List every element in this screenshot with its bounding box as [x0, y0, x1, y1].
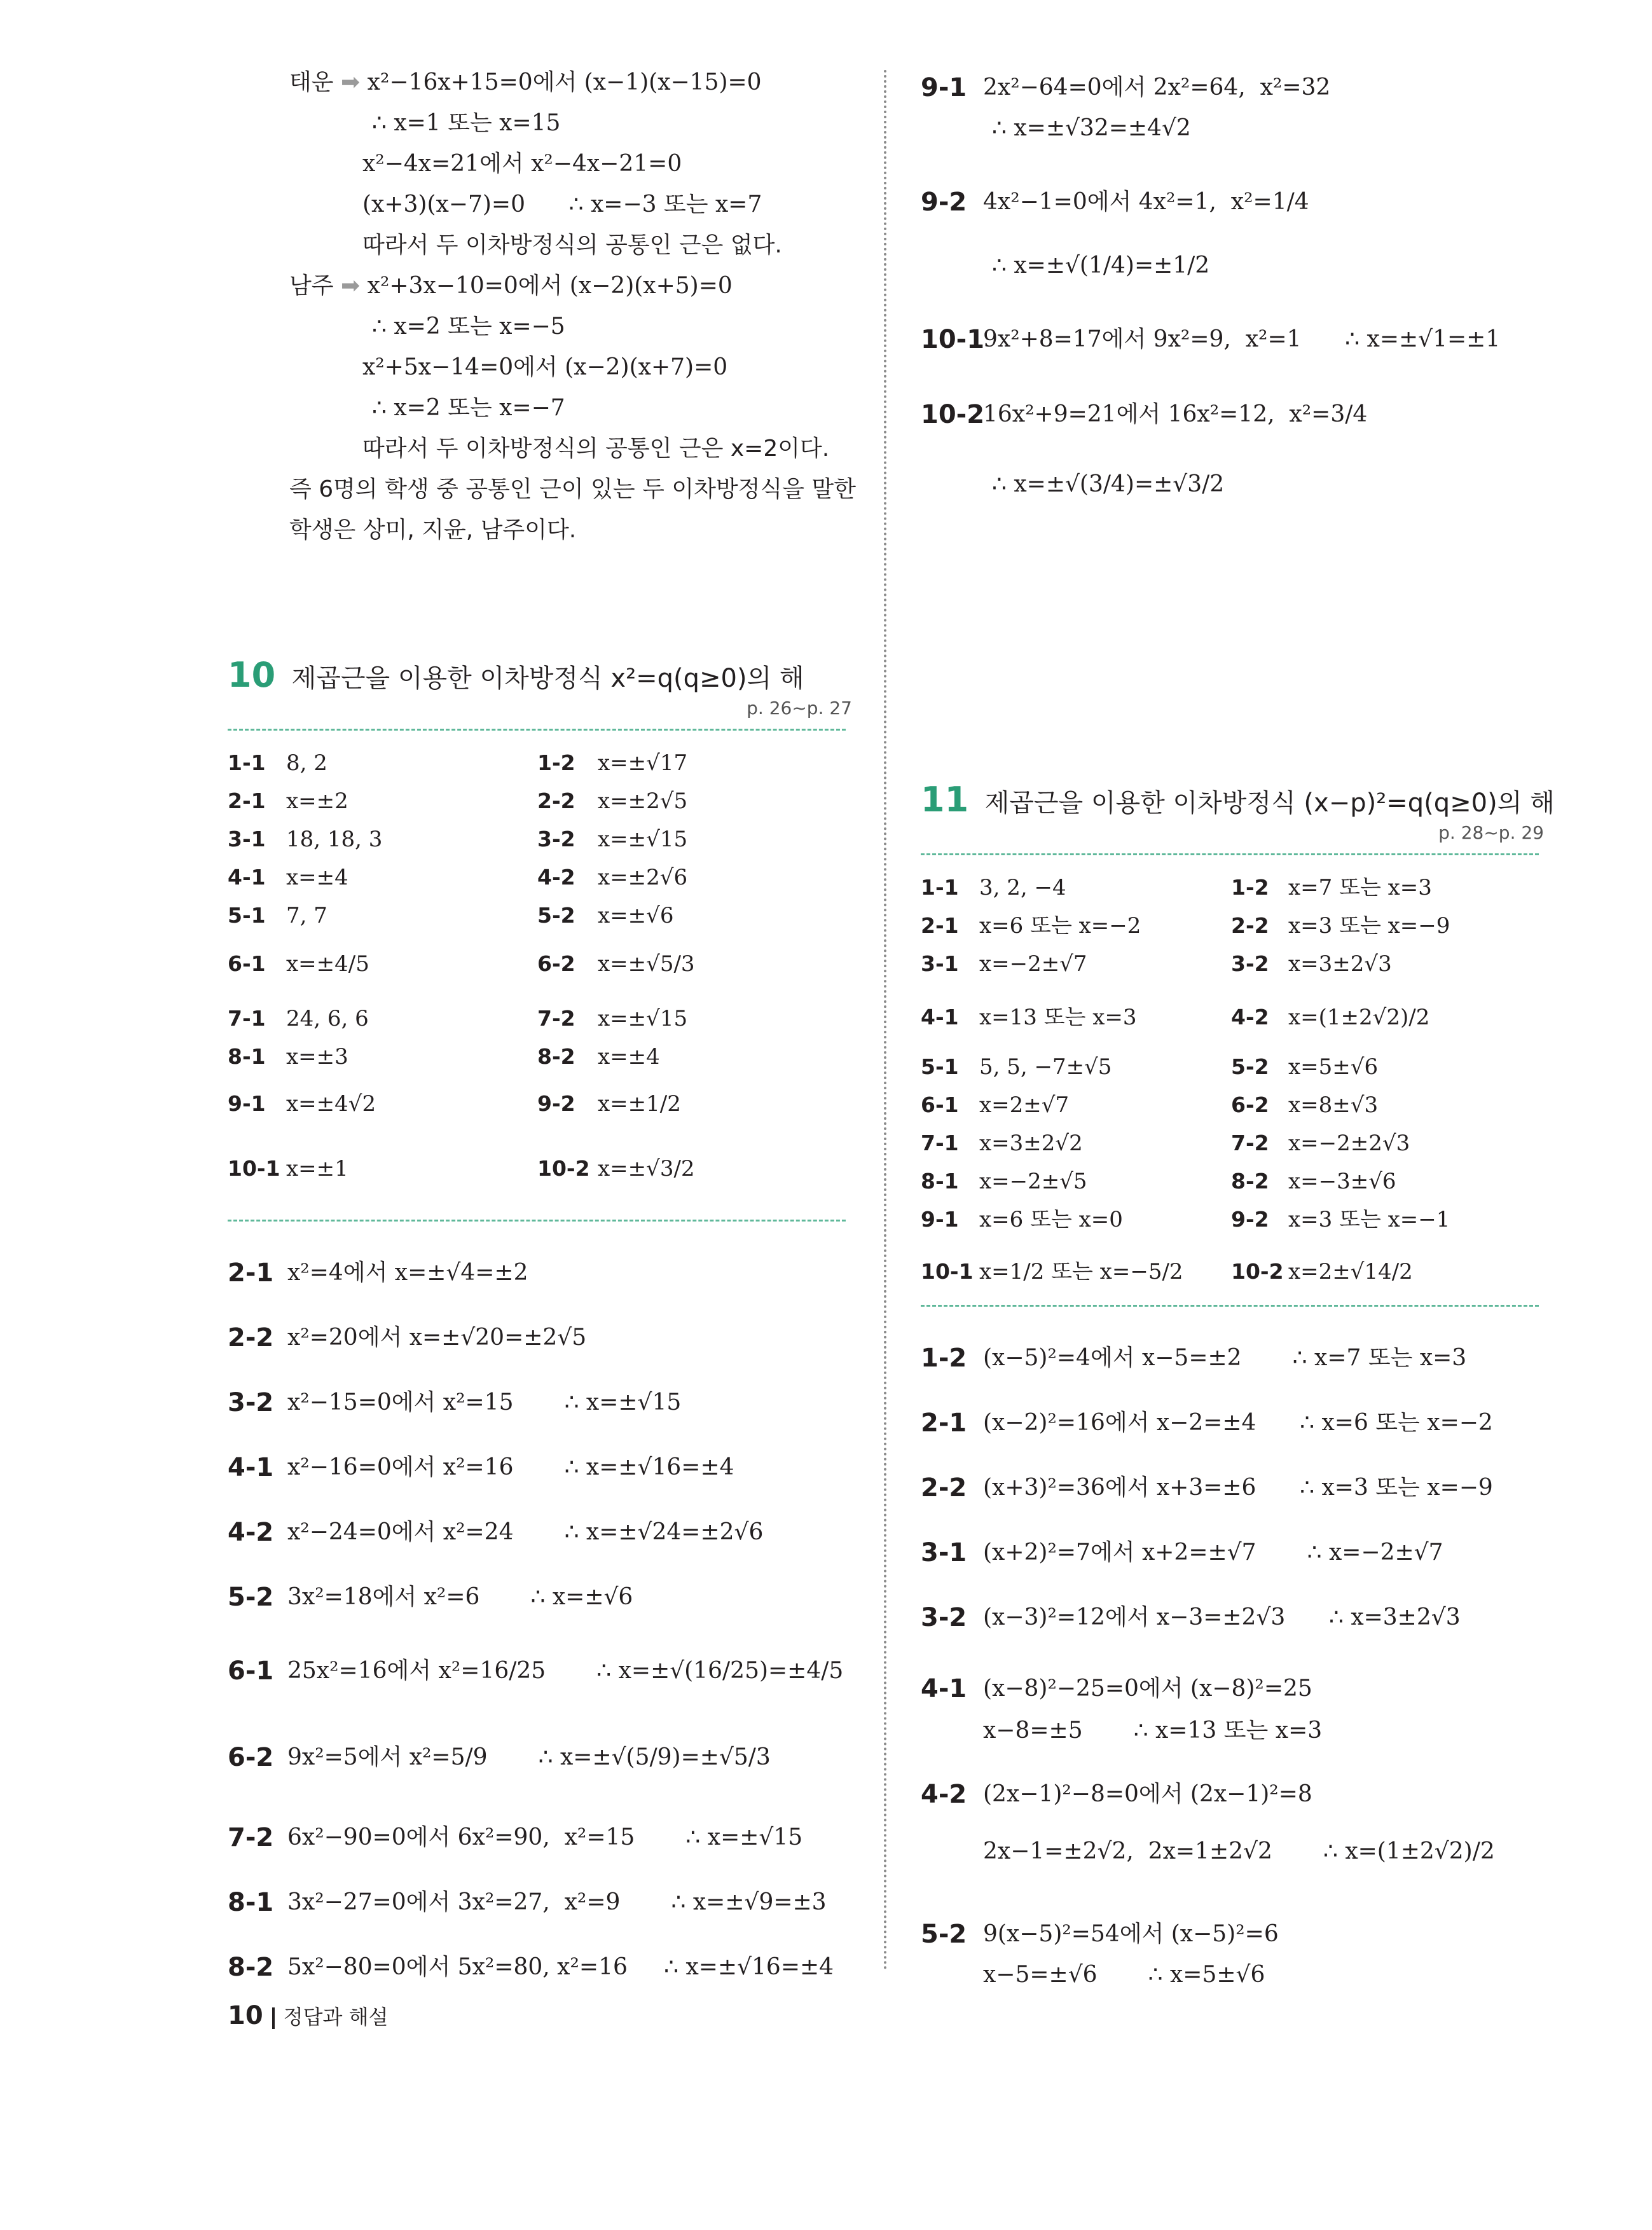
solution-label: 2-2 [228, 1323, 274, 1352]
solution-label: 9-1 [921, 73, 967, 102]
solution-text: ∴ x=±√(3/4)=±√3/2 [992, 471, 1225, 497]
answer-value: x=±2√5 [598, 788, 688, 814]
answer-label: 10-2 [537, 1156, 590, 1181]
answer-value: x=6 또는 x=0 [979, 1207, 1123, 1232]
solution-text: (x+3)²=36에서 x+3=±6 ∴ x=3 또는 x=−9 [983, 1475, 1493, 1501]
solution-label: 3-2 [228, 1388, 274, 1417]
answer-value: x=3±2√3 [1288, 951, 1392, 977]
namju-block [289, 272, 733, 300]
section-10-header [228, 655, 804, 700]
arrow-icon: ➡ [341, 69, 361, 95]
namju-line-1: x²+3x−10=0에서 (x−2)(x+5)=0 [367, 273, 733, 299]
answer-value: x=±4/5 [286, 951, 369, 977]
answer-value: x=3±2√2 [979, 1131, 1083, 1156]
page-reference: p. 28~p. 29 [1438, 822, 1544, 843]
answer-value: x=1/2 또는 x=−5/2 [979, 1259, 1183, 1284]
answer-value: x=±√5/3 [598, 951, 695, 977]
answer-label: 4-1 [921, 1005, 959, 1029]
taeun-line-1: x²−16x+15=0에서 (x−1)(x−15)=0 [367, 69, 762, 95]
answer-value: x=±3 [286, 1044, 348, 1070]
solution-text: x²=4에서 x=±√4=±2 [287, 1260, 528, 1286]
taeun-line-3: x²−4x=21에서 x²−4x−21=0 [362, 151, 682, 177]
answer-label: 7-2 [1231, 1131, 1269, 1155]
solution-text: (x−5)²=4에서 x−5=±2 ∴ x=7 또는 x=3 [983, 1345, 1467, 1371]
answer-label: 3-1 [921, 951, 959, 976]
answer-value: x=2±√7 [979, 1092, 1070, 1118]
answer-label: 6-1 [921, 1092, 959, 1117]
solution-text: (x−2)²=16에서 x−2=±4 ∴ x=6 또는 x=−2 [983, 1410, 1493, 1436]
answer-label: 1-1 [228, 750, 266, 775]
section-number: 11 [921, 780, 969, 820]
answer-value: x=−2±√5 [979, 1169, 1087, 1194]
answer-label: 6-2 [1231, 1092, 1269, 1117]
solution-text: 2x−1=±2√2, 2x=1±2√2 ∴ x=(1±2√2)/2 [983, 1838, 1495, 1864]
solution-label: 3-1 [921, 1538, 967, 1567]
answer-value: x=±2 [286, 788, 348, 814]
section-title: 제곱근을 이용한 이차방정식 x²=q(q≥0)의 해 [291, 664, 804, 693]
answer-value: x=5±√6 [1288, 1054, 1379, 1080]
solution-text: (x−3)²=12에서 x−3=±2√3 ∴ x=3±2√3 [983, 1604, 1461, 1630]
answer-label: 9-1 [921, 1207, 959, 1232]
answer-value: x=±√17 [598, 750, 688, 776]
solution-text: 3x²=18에서 x²=6 ∴ x=±√6 [287, 1584, 633, 1610]
answer-value: x=±4√2 [286, 1091, 376, 1117]
section-11-header [921, 780, 1555, 825]
taeun-block [289, 69, 762, 97]
solution-text: x²=20에서 x=±√20=±2√5 [287, 1325, 587, 1351]
answer-label: 2-1 [228, 788, 266, 813]
answer-value: x=±1 [286, 1156, 348, 1181]
taeun-line-4: (x+3)(x−7)=0 ∴ x=−3 또는 x=7 [362, 191, 762, 217]
answer-label: 9-1 [228, 1091, 266, 1116]
solution-label: 4-2 [921, 1780, 967, 1809]
answer-value: x=±1/2 [598, 1091, 681, 1117]
solution-text: 25x²=16에서 x²=16/25 ∴ x=±√(16/25)=±4/5 [287, 1658, 844, 1684]
answer-label: 1-2 [1231, 875, 1269, 900]
answer-label: 1-1 [921, 875, 959, 900]
column-divider [884, 70, 886, 1971]
answer-label: 6-2 [537, 951, 575, 976]
answer-label: 4-1 [228, 865, 266, 890]
answer-label: 6-1 [228, 951, 266, 976]
answer-label: 9-2 [1231, 1207, 1269, 1232]
answer-label: 5-1 [921, 1054, 959, 1079]
solution-label: 10-2 [921, 400, 985, 429]
answer-value: x=3 또는 x=−1 [1288, 1207, 1450, 1232]
answer-label: 2-2 [537, 788, 575, 813]
taeun-line-2: ∴ x=1 또는 x=15 [372, 110, 561, 136]
solution-label: 4-1 [921, 1674, 967, 1703]
answer-label: 5-2 [537, 903, 575, 928]
dashed-divider [228, 729, 846, 731]
answer-value: 18, 18, 3 [286, 827, 383, 852]
solution-text: ∴ x=±√32=±4√2 [992, 115, 1191, 141]
section-title: 제곱근을 이용한 이차방정식 (x−p)²=q(q≥0)의 해 [984, 788, 1555, 818]
solution-label: 2-2 [921, 1473, 967, 1503]
answer-label: 7-1 [921, 1131, 959, 1155]
solution-text: 5x²−80=0에서 5x²=80, x²=16 ∴ x=±√16=±4 [287, 1954, 834, 1980]
answer-value: 7, 7 [286, 903, 327, 928]
solution-label: 8-2 [228, 1953, 274, 1982]
answer-value: x=±√15 [598, 827, 688, 852]
solution-label: 5-2 [228, 1583, 274, 1612]
answer-value: x=3 또는 x=−9 [1288, 913, 1450, 939]
answer-value: x=±4 [286, 865, 348, 890]
solution-text: 3x²−27=0에서 3x²=27, x²=9 ∴ x=±√9=±3 [287, 1889, 827, 1915]
answer-value: x=7 또는 x=3 [1288, 875, 1432, 900]
solution-text: x−8=±5 ∴ x=13 또는 x=3 [983, 1717, 1323, 1744]
solution-label: 10-1 [921, 325, 985, 354]
answer-value: x=−3±√6 [1288, 1169, 1396, 1194]
solution-text: 9x²+8=17에서 9x²=9, x²=1 ∴ x=±√1=±1 [983, 326, 1501, 352]
conclusion-line-2: 학생은 상미, 지윤, 남주이다. [289, 517, 577, 543]
solution-text: 6x²−90=0에서 6x²=90, x²=15 ∴ x=±√15 [287, 1824, 803, 1850]
answer-label: 3-1 [228, 827, 266, 851]
solution-label: 6-2 [228, 1743, 274, 1772]
solution-label: 3-2 [921, 1603, 967, 1632]
answer-label: 8-1 [228, 1044, 266, 1069]
answer-label: 10-1 [228, 1156, 280, 1181]
dashed-divider [921, 853, 1539, 855]
answer-value: x=±√3/2 [598, 1156, 695, 1181]
answer-label: 2-2 [1231, 913, 1269, 938]
solution-text: (x−8)²−25=0에서 (x−8)²=25 [983, 1676, 1312, 1702]
solution-text: 4x²−1=0에서 4x²=1, x²=1/4 [983, 189, 1309, 215]
page-number: 10 [228, 2001, 263, 2030]
section-number: 10 [228, 655, 276, 695]
taeun-name: 태운 [289, 69, 334, 95]
arrow-icon: ➡ [341, 273, 361, 299]
answer-label: 4-2 [537, 865, 575, 890]
answer-value: x=±√6 [598, 903, 674, 928]
namju-name: 남주 [289, 273, 334, 299]
namju-line-5: 따라서 두 이차방정식의 공통인 근은 x=2이다. [362, 436, 830, 462]
solution-label: 9-2 [921, 188, 967, 217]
solution-label: 7-2 [228, 1823, 274, 1852]
solution-text: x−5=±√6 ∴ x=5±√6 [983, 1962, 1265, 1988]
answer-label: 3-2 [537, 827, 575, 851]
solution-text: 16x²+9=21에서 16x²=12, x²=3/4 [983, 401, 1368, 427]
answer-value: x=(1±2√2)/2 [1288, 1005, 1430, 1030]
answer-value: x=13 또는 x=3 [979, 1005, 1137, 1030]
solution-text: x²−16=0에서 x²=16 ∴ x=±√16=±4 [287, 1454, 734, 1480]
page-reference: p. 26~p. 27 [747, 698, 852, 719]
namju-line-4: ∴ x=2 또는 x=−7 [372, 395, 565, 421]
solution-text: (2x−1)²−8=0에서 (2x−1)²=8 [983, 1781, 1312, 1807]
solution-label: 4-2 [228, 1518, 274, 1547]
solution-label: 6-1 [228, 1656, 274, 1686]
answer-label: 7-1 [228, 1006, 266, 1031]
answer-label: 2-1 [921, 913, 959, 938]
solution-label: 5-2 [921, 1920, 967, 1949]
answer-value: x=±√15 [598, 1006, 688, 1031]
solution-text: 9(x−5)²=54에서 (x−5)²=6 [983, 1921, 1279, 1947]
solution-text: (x+2)²=7에서 x+2=±√7 ∴ x=−2±√7 [983, 1539, 1443, 1566]
page-footer [228, 2002, 388, 2031]
solution-label: 8-1 [228, 1888, 274, 1917]
taeun-line-5: 따라서 두 이차방정식의 공통인 근은 없다. [362, 232, 782, 258]
namju-line-3: x²+5x−14=0에서 (x−2)(x+7)=0 [362, 354, 728, 380]
answer-label: 5-1 [228, 903, 266, 928]
answer-label: 8-1 [921, 1169, 959, 1194]
solution-text: 2x²−64=0에서 2x²=64, x²=32 [983, 74, 1331, 100]
solution-text: 9x²=5에서 x²=5/9 ∴ x=±√(5/9)=±√5/3 [287, 1744, 771, 1770]
answer-label: 8-2 [537, 1044, 575, 1069]
answer-label: 3-2 [1231, 951, 1269, 976]
footer-text: 정답과 해설 [283, 2005, 389, 2029]
solution-label: 1-2 [921, 1344, 967, 1373]
namju-line-2: ∴ x=2 또는 x=−5 [372, 313, 565, 340]
solution-label: 4-1 [228, 1453, 274, 1482]
conclusion-line-1: 즉 6명의 학생 중 공통인 근이 있는 두 이차방정식을 말한 [289, 476, 856, 502]
answer-value: 3, 2, −4 [979, 875, 1066, 900]
solution-label: 2-1 [921, 1408, 967, 1438]
answer-value: x=±2√6 [598, 865, 688, 890]
answer-label: 1-2 [537, 750, 575, 775]
answer-value: x=−2±2√3 [1288, 1131, 1410, 1156]
answer-value: 24, 6, 6 [286, 1006, 369, 1031]
answer-value: x=6 또는 x=−2 [979, 913, 1141, 939]
solution-text: ∴ x=±√(1/4)=±1/2 [992, 252, 1210, 279]
answer-value: 5, 5, −7±√5 [979, 1054, 1112, 1080]
answer-value: x=2±√14/2 [1288, 1259, 1413, 1284]
answer-value: x=8±√3 [1288, 1092, 1379, 1118]
solution-label: 2-1 [228, 1258, 274, 1288]
answer-label: 9-2 [537, 1091, 575, 1116]
answer-value: x=−2±√7 [979, 951, 1087, 977]
footer-separator [272, 2007, 275, 2029]
solution-text: x²−15=0에서 x²=15 ∴ x=±√15 [287, 1389, 682, 1415]
solution-text: x²−24=0에서 x²=24 ∴ x=±√24=±2√6 [287, 1519, 764, 1545]
answer-label: 5-2 [1231, 1054, 1269, 1079]
answer-label: 10-1 [921, 1259, 974, 1284]
answer-label: 8-2 [1231, 1169, 1269, 1194]
dashed-divider [921, 1305, 1539, 1307]
answer-label: 4-2 [1231, 1005, 1269, 1029]
dashed-divider [228, 1220, 846, 1222]
answer-label: 7-2 [537, 1006, 575, 1031]
answer-value: x=±4 [598, 1044, 660, 1070]
answer-label: 10-2 [1231, 1259, 1284, 1284]
answer-value: 8, 2 [286, 750, 327, 776]
